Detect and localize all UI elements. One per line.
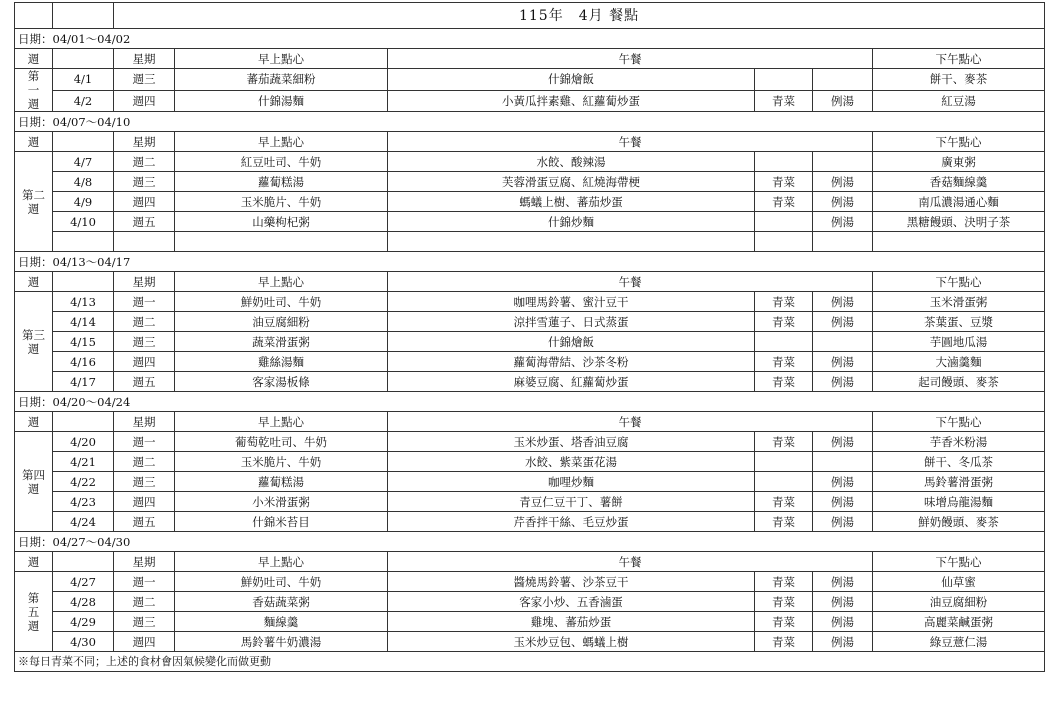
- vegetable-cell: 青菜: [755, 492, 813, 512]
- soup-cell: 例湯: [813, 292, 873, 312]
- vegetable-cell: 青菜: [755, 352, 813, 372]
- header-week: 週: [15, 412, 53, 432]
- vegetable-cell: 青菜: [755, 372, 813, 392]
- snack-cell: 玉米滑蛋粥: [873, 292, 1045, 312]
- soup-cell: 例湯: [813, 192, 873, 212]
- column-header-row: [15, 412, 1045, 432]
- meal-row: [15, 232, 1045, 252]
- breakfast-cell: 客家湯板條: [175, 372, 388, 392]
- meal-row: [15, 90, 1045, 112]
- vegetable-cell: [755, 152, 813, 172]
- weekday-cell: 週五: [114, 212, 175, 232]
- meal-row: [15, 192, 1045, 212]
- header-breakfast: 早上點心: [175, 412, 388, 432]
- header-breakfast: 早上點心: [175, 49, 388, 69]
- week-label: 第三 週: [15, 292, 53, 392]
- week-label: 第 一 週: [15, 69, 53, 112]
- lunch-cell: [388, 232, 755, 252]
- date-cell: 4/22: [53, 472, 114, 492]
- week-range-row: [15, 532, 1045, 552]
- header-lunch: 午餐: [388, 412, 873, 432]
- snack-cell: 廣東粥: [873, 152, 1045, 172]
- date-cell: 4/8: [53, 172, 114, 192]
- meal-row: [15, 372, 1045, 392]
- vegetable-cell: 青菜: [755, 612, 813, 632]
- header-date-blank: [53, 49, 114, 69]
- header-lunch: 午餐: [388, 552, 873, 572]
- week-range-row: [15, 252, 1045, 272]
- meal-row: [15, 212, 1045, 232]
- snack-cell: 南瓜濃湯通心麵: [873, 192, 1045, 212]
- breakfast-cell: 馬鈴薯牛奶濃湯: [175, 632, 388, 652]
- header-weekday: 星期: [114, 412, 175, 432]
- snack-cell: 餅干、麥茶: [873, 69, 1045, 91]
- breakfast-cell: 玉米脆片、牛奶: [175, 192, 388, 212]
- soup-cell: 例湯: [813, 312, 873, 332]
- soup-cell: 例湯: [813, 212, 873, 232]
- soup-cell: 例湯: [813, 172, 873, 192]
- snack-cell: 芋圓地瓜湯: [873, 332, 1045, 352]
- weekday-cell: 週四: [114, 492, 175, 512]
- title-corner: [53, 3, 114, 29]
- header-weekday: 星期: [114, 132, 175, 152]
- vegetable-cell: [755, 212, 813, 232]
- weekday-cell: 週一: [114, 292, 175, 312]
- breakfast-cell: 鮮奶吐司、牛奶: [175, 292, 388, 312]
- lunch-cell: 水餃、酸辣湯: [388, 152, 755, 172]
- date-cell: 4/1: [53, 69, 114, 91]
- breakfast-cell: 蘿蔔糕湯: [175, 172, 388, 192]
- weekday-cell: 週二: [114, 452, 175, 472]
- menu-sheet: [14, 2, 1044, 672]
- week-label: 第 五 週: [15, 572, 53, 652]
- date-cell: 4/2: [53, 90, 114, 112]
- vegetable-cell: [755, 69, 813, 91]
- weekday-cell: 週三: [114, 612, 175, 632]
- meal-row: [15, 152, 1045, 172]
- lunch-cell: 玉米炒豆包、螞蟻上樹: [388, 632, 755, 652]
- soup-cell: [813, 232, 873, 252]
- snack-cell: 鮮奶饅頭、麥茶: [873, 512, 1045, 532]
- breakfast-cell: 小米滑蛋粥: [175, 492, 388, 512]
- lunch-cell: 客家小炒、五香滷蛋: [388, 592, 755, 612]
- vegetable-cell: 青菜: [755, 592, 813, 612]
- soup-cell: 例湯: [813, 90, 873, 112]
- breakfast-cell: 蘿蔔糕湯: [175, 472, 388, 492]
- week-label: 第四 週: [15, 432, 53, 532]
- date-cell: 4/21: [53, 452, 114, 472]
- weekday-cell: 週五: [114, 512, 175, 532]
- header-weekday: 星期: [114, 49, 175, 69]
- weekday-cell: 週四: [114, 192, 175, 212]
- lunch-cell: 咖哩馬鈴薯、蜜汁豆干: [388, 292, 755, 312]
- breakfast-cell: 什錦米苔目: [175, 512, 388, 532]
- soup-cell: [813, 332, 873, 352]
- meal-row: [15, 69, 1045, 91]
- page-title: 115年 4月 餐點: [114, 3, 1045, 29]
- soup-cell: [813, 452, 873, 472]
- header-week: 週: [15, 552, 53, 572]
- meal-row: [15, 332, 1045, 352]
- week-range-row: [15, 392, 1045, 412]
- breakfast-cell: 山藥枸杞粥: [175, 212, 388, 232]
- header-week: 週: [15, 132, 53, 152]
- snack-cell: 黑糖饅頭、決明子茶: [873, 212, 1045, 232]
- soup-cell: 例湯: [813, 572, 873, 592]
- date-cell: 4/17: [53, 372, 114, 392]
- week-date-range: 日期：04/20～04/24: [15, 392, 1045, 412]
- lunch-cell: 水餃、紫菜蛋花湯: [388, 452, 755, 472]
- soup-cell: 例湯: [813, 352, 873, 372]
- lunch-cell: 什錦炒麵: [388, 212, 755, 232]
- weekday-cell: 週四: [114, 352, 175, 372]
- vegetable-cell: 青菜: [755, 292, 813, 312]
- breakfast-cell: 麵線羹: [175, 612, 388, 632]
- header-snack: 下午點心: [873, 552, 1045, 572]
- snack-cell: 大滷羹麵: [873, 352, 1045, 372]
- week-date-range: 日期：04/07～04/10: [15, 112, 1045, 132]
- soup-cell: 例湯: [813, 372, 873, 392]
- snack-cell: 起司饅頭、麥茶: [873, 372, 1045, 392]
- vegetable-cell: [755, 452, 813, 472]
- vegetable-cell: 青菜: [755, 572, 813, 592]
- snack-cell: 仙草蜜: [873, 572, 1045, 592]
- lunch-cell: 雞塊、蕃茄炒蛋: [388, 612, 755, 632]
- soup-cell: [813, 152, 873, 172]
- lunch-cell: 芹香拌干絲、毛豆炒蛋: [388, 512, 755, 532]
- breakfast-cell: 雞絲湯麵: [175, 352, 388, 372]
- soup-cell: 例湯: [813, 432, 873, 452]
- lunch-cell: 青豆仁豆干丁、薯餅: [388, 492, 755, 512]
- meal-row: [15, 592, 1045, 612]
- header-date-blank: [53, 132, 114, 152]
- meal-row: [15, 572, 1045, 592]
- week-range-row: [15, 29, 1045, 49]
- snack-cell: 紅豆湯: [873, 90, 1045, 112]
- vegetable-cell: [755, 232, 813, 252]
- date-cell: 4/27: [53, 572, 114, 592]
- soup-cell: 例湯: [813, 512, 873, 532]
- breakfast-cell: 油豆腐細粉: [175, 312, 388, 332]
- lunch-cell: 醬燒馬鈴薯、沙茶豆干: [388, 572, 755, 592]
- header-date-blank: [53, 272, 114, 292]
- breakfast-cell: 玉米脆片、牛奶: [175, 452, 388, 472]
- meal-row: [15, 452, 1045, 472]
- weekday-cell: 週二: [114, 312, 175, 332]
- date-cell: 4/10: [53, 212, 114, 232]
- header-weekday: 星期: [114, 272, 175, 292]
- lunch-cell: 玉米炒蛋、塔香油豆腐: [388, 432, 755, 452]
- breakfast-cell: 紅豆吐司、牛奶: [175, 152, 388, 172]
- column-header-row: [15, 552, 1045, 572]
- column-header-row: [15, 272, 1045, 292]
- snack-cell: 綠豆薏仁湯: [873, 632, 1045, 652]
- breakfast-cell: 鮮奶吐司、牛奶: [175, 572, 388, 592]
- snack-cell: [873, 232, 1045, 252]
- snack-cell: 茶葉蛋、豆漿: [873, 312, 1045, 332]
- header-lunch: 午餐: [388, 132, 873, 152]
- breakfast-cell: 葡萄乾吐司、牛奶: [175, 432, 388, 452]
- lunch-cell: 蘿蔔海帶結、沙茶冬粉: [388, 352, 755, 372]
- snack-cell: 高麗菜鹹蛋粥: [873, 612, 1045, 632]
- meal-row: [15, 512, 1045, 532]
- header-breakfast: 早上點心: [175, 132, 388, 152]
- header-weekday: 星期: [114, 552, 175, 572]
- breakfast-cell: 香菇蔬菜粥: [175, 592, 388, 612]
- breakfast-cell: 蕃茄蔬菜細粉: [175, 69, 388, 91]
- weekday-cell: 週三: [114, 332, 175, 352]
- week-date-range: 日期：04/27～04/30: [15, 532, 1045, 552]
- soup-cell: [813, 69, 873, 91]
- snack-cell: 芋香米粉湯: [873, 432, 1045, 452]
- lunch-cell: 麻婆豆腐、紅蘿蔔炒蛋: [388, 372, 755, 392]
- date-cell: 4/7: [53, 152, 114, 172]
- date-cell: 4/29: [53, 612, 114, 632]
- header-snack: 下午點心: [873, 132, 1045, 152]
- weekday-cell: 週四: [114, 90, 175, 112]
- breakfast-cell: [175, 232, 388, 252]
- vegetable-cell: 青菜: [755, 312, 813, 332]
- weekday-cell: 週一: [114, 572, 175, 592]
- lunch-cell: 什錦燴飯: [388, 332, 755, 352]
- menu-table: [14, 2, 1045, 672]
- header-week: 週: [15, 272, 53, 292]
- week-range-row: [15, 112, 1045, 132]
- weekday-cell: 週四: [114, 632, 175, 652]
- date-cell: 4/23: [53, 492, 114, 512]
- lunch-cell: 芙蓉滑蛋豆腐、紅燒海帶梗: [388, 172, 755, 192]
- date-cell: 4/30: [53, 632, 114, 652]
- lunch-cell: 小黃瓜拌素雞、紅蘿蔔炒蛋: [388, 90, 755, 112]
- header-date-blank: [53, 552, 114, 572]
- date-cell: 4/9: [53, 192, 114, 212]
- weekday-cell: 週一: [114, 432, 175, 452]
- weekday-cell: 週二: [114, 592, 175, 612]
- column-header-row: [15, 132, 1045, 152]
- snack-cell: 香菇麵線羹: [873, 172, 1045, 192]
- weekday-cell: 週三: [114, 172, 175, 192]
- date-cell: 4/16: [53, 352, 114, 372]
- breakfast-cell: 蔬菜滑蛋粥: [175, 332, 388, 352]
- date-cell: 4/20: [53, 432, 114, 452]
- soup-cell: 例湯: [813, 492, 873, 512]
- weekday-cell: 週三: [114, 69, 175, 91]
- header-snack: 下午點心: [873, 272, 1045, 292]
- week-date-range: 日期：04/01～04/02: [15, 29, 1045, 49]
- vegetable-cell: 青菜: [755, 632, 813, 652]
- meal-row: [15, 492, 1045, 512]
- meal-row: [15, 292, 1045, 312]
- date-cell: 4/24: [53, 512, 114, 532]
- footnote: ※每日青菜不同；上述的食材會因氣候變化而做更動: [15, 652, 1045, 672]
- snack-cell: 油豆腐細粉: [873, 592, 1045, 612]
- vegetable-cell: 青菜: [755, 172, 813, 192]
- vegetable-cell: 青菜: [755, 432, 813, 452]
- lunch-cell: 涼拌雪蓮子、日式蒸蛋: [388, 312, 755, 332]
- vegetable-cell: [755, 472, 813, 492]
- date-cell: 4/28: [53, 592, 114, 612]
- meal-row: [15, 432, 1045, 452]
- meal-row: [15, 632, 1045, 652]
- snack-cell: 餅干、冬瓜茶: [873, 452, 1045, 472]
- vegetable-cell: 青菜: [755, 512, 813, 532]
- vegetable-cell: 青菜: [755, 90, 813, 112]
- meal-row: [15, 352, 1045, 372]
- meal-row: [15, 472, 1045, 492]
- title-corner: [15, 3, 53, 29]
- meal-row: [15, 612, 1045, 632]
- header-date-blank: [53, 412, 114, 432]
- meal-row: [15, 312, 1045, 332]
- weekday-cell: 週二: [114, 152, 175, 172]
- weekday-cell: 週五: [114, 372, 175, 392]
- weekday-cell: 週三: [114, 472, 175, 492]
- date-cell: 4/14: [53, 312, 114, 332]
- week-date-range: 日期：04/13～04/17: [15, 252, 1045, 272]
- header-snack: 下午點心: [873, 49, 1045, 69]
- date-cell: 4/15: [53, 332, 114, 352]
- lunch-cell: 螞蟻上樹、蕃茄炒蛋: [388, 192, 755, 212]
- weekday-cell: [114, 232, 175, 252]
- header-breakfast: 早上點心: [175, 552, 388, 572]
- header-lunch: 午餐: [388, 272, 873, 292]
- snack-cell: 味增烏龍湯麵: [873, 492, 1045, 512]
- soup-cell: 例湯: [813, 472, 873, 492]
- header-snack: 下午點心: [873, 412, 1045, 432]
- header-breakfast: 早上點心: [175, 272, 388, 292]
- header-week: 週: [15, 49, 53, 69]
- snack-cell: 馬鈴薯滑蛋粥: [873, 472, 1045, 492]
- breakfast-cell: 什錦湯麵: [175, 90, 388, 112]
- vegetable-cell: [755, 332, 813, 352]
- week-label: 第二 週: [15, 152, 53, 252]
- soup-cell: 例湯: [813, 592, 873, 612]
- vegetable-cell: 青菜: [755, 192, 813, 212]
- soup-cell: 例湯: [813, 632, 873, 652]
- header-lunch: 午餐: [388, 49, 873, 69]
- lunch-cell: 什錦燴飯: [388, 69, 755, 91]
- date-cell: 4/13: [53, 292, 114, 312]
- meal-row: [15, 172, 1045, 192]
- column-header-row: [15, 49, 1045, 69]
- soup-cell: 例湯: [813, 612, 873, 632]
- date-cell: [53, 232, 114, 252]
- lunch-cell: 咖哩炒麵: [388, 472, 755, 492]
